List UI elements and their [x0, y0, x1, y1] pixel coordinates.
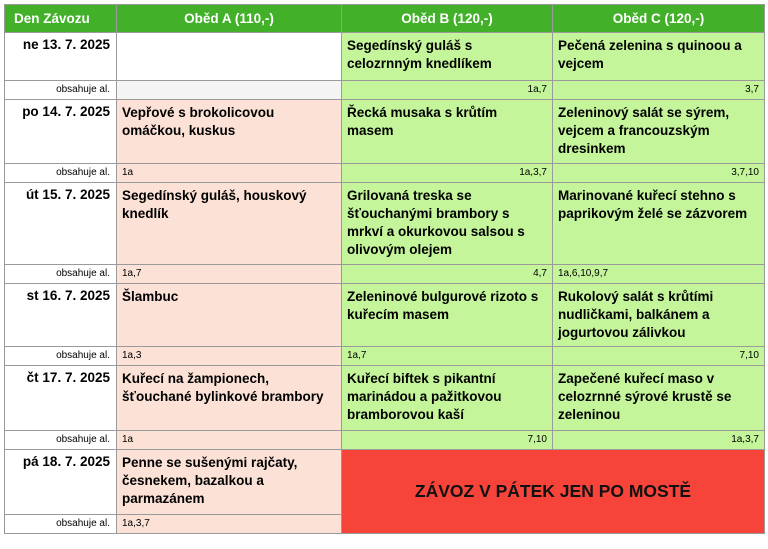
header-col-c: Oběd C (120,-)	[553, 5, 765, 33]
meal-b: Řecká musaka s krůtím masem	[342, 100, 553, 164]
meal-c: Zeleninový salát se sýrem, vejcem a francouzským dresinkem	[553, 100, 765, 164]
allergen-a: 1a,7	[117, 265, 342, 284]
allergen-c: 7,10	[553, 347, 765, 366]
allergen-row	[5, 265, 765, 284]
meal-c: Zapečené kuřecí maso v celozrnné sýrové krustě se zeleninou	[553, 366, 765, 431]
allergen-label: obsahuje al.	[5, 431, 117, 450]
meal-a: Kuřecí na žampionech, šťouchané bylinkové brambory	[117, 366, 342, 431]
meal-b: Kuřecí biftek s pikantní marinádou a pažitkovou bramborovou kaší	[342, 366, 553, 431]
meal-c: Rukolový salát s krůtími nudličkami, balkánem a jogurtovou zálivkou	[553, 284, 765, 347]
meal-c: Pečená zelenina s quinoou a vejcem	[553, 33, 765, 81]
allergen-b: 1a,7	[342, 347, 553, 366]
day-cell: po 14. 7. 2025	[5, 100, 117, 164]
meal-b: Segedínský guláš s celozrnným knedlíkem	[342, 33, 553, 81]
allergen-label: obsahuje al.	[5, 164, 117, 183]
meal-a	[117, 33, 342, 81]
meal-b: Zeleninové bulgurové rizoto s kuřecím masem	[342, 284, 553, 347]
allergen-a: 1a,3	[117, 347, 342, 366]
menu-table	[4, 4, 765, 534]
meal-a: Penne se sušenými rajčaty, česnekem, bazalkou a parmazánem	[117, 450, 342, 515]
allergen-c: 1a,3,7	[553, 431, 765, 450]
allergen-b: 7,10	[342, 431, 553, 450]
allergen-label: obsahuje al.	[5, 347, 117, 366]
meal-a: Vepřové s brokolicovou omáčkou, kuskus	[117, 100, 342, 164]
allergen-a: 1a	[117, 431, 342, 450]
meal-row	[5, 183, 765, 265]
header-col-a: Oběd A (110,-)	[117, 5, 342, 33]
allergen-row	[5, 431, 765, 450]
friday-delivery-notice: ZÁVOZ V PÁTEK JEN PO MOSTĚ	[342, 450, 765, 534]
meal-b: Grilovaná treska se šťouchanými brambory s mrkví a okurkovou salsou s olivovým olejem	[342, 183, 553, 265]
meal-a: Segedínský guláš, houskový knedlík	[117, 183, 342, 265]
header-col-b: Oběd B (120,-)	[342, 5, 553, 33]
allergen-b: 4,7	[342, 265, 553, 284]
meal-c: Marinované kuřecí stehno s paprikovým želé se zázvorem	[553, 183, 765, 265]
allergen-b: 1a,3,7	[342, 164, 553, 183]
day-cell: ne 13. 7. 2025	[5, 33, 117, 81]
allergen-a: 1a,3,7	[117, 515, 342, 534]
day-cell: st 16. 7. 2025	[5, 284, 117, 347]
meal-a: Šlambuc	[117, 284, 342, 347]
meal-row	[5, 33, 765, 81]
allergen-c: 1a,6,10,9,7	[553, 265, 765, 284]
allergen-row	[5, 164, 765, 183]
day-cell: pá 18. 7. 2025	[5, 450, 117, 515]
allergen-label: obsahuje al.	[5, 81, 117, 100]
allergen-row	[5, 81, 765, 100]
day-cell: út 15. 7. 2025	[5, 183, 117, 265]
header-day: Den Závozu	[5, 5, 117, 33]
day-cell: čt 17. 7. 2025	[5, 366, 117, 431]
allergen-a: 1a	[117, 164, 342, 183]
meal-row	[5, 450, 765, 515]
allergen-label: obsahuje al.	[5, 265, 117, 284]
allergen-c: 3,7,10	[553, 164, 765, 183]
header-row	[5, 5, 765, 33]
meal-row	[5, 366, 765, 431]
meal-row	[5, 100, 765, 164]
allergen-c: 3,7	[553, 81, 765, 100]
allergen-a	[117, 81, 342, 100]
allergen-row	[5, 347, 765, 366]
allergen-b: 1a,7	[342, 81, 553, 100]
meal-row	[5, 284, 765, 347]
allergen-label: obsahuje al.	[5, 515, 117, 534]
